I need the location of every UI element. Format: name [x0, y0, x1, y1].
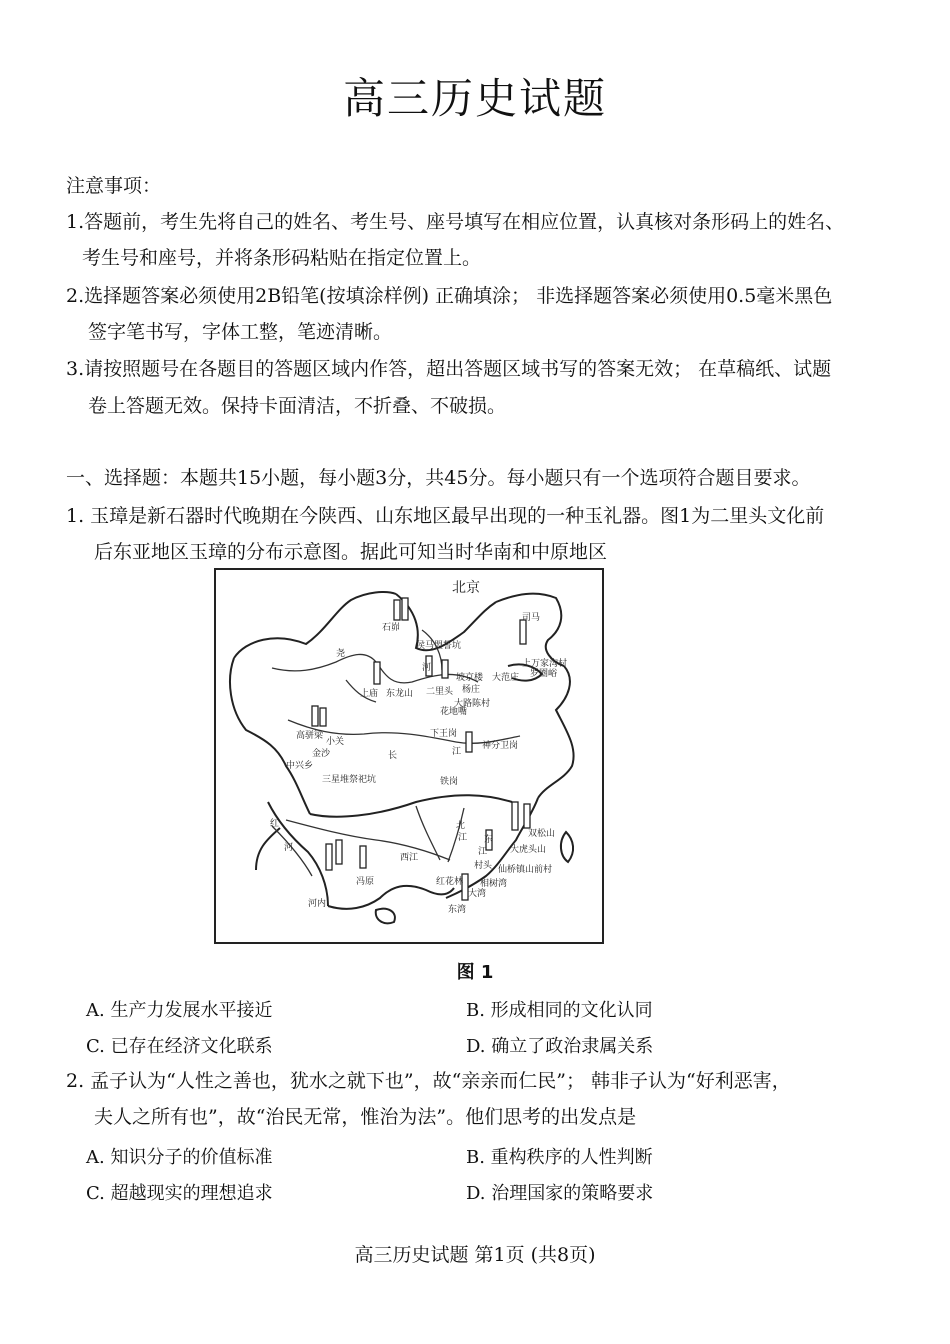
notice-item-2-line-2: 签字笔书写，字体工整，笔迹清晰。 [88, 321, 393, 343]
map-label-huadizui: 花地嘴 [440, 707, 468, 717]
q2-option-c[interactable]: C. 超越现实的理想追求 [86, 1183, 273, 1204]
map-label-xiawanggang: 下王岗 [430, 729, 458, 739]
map-label-xiangshuwan: 相树湾 [480, 879, 508, 889]
map-drawing [216, 570, 602, 942]
notice-item-2-line-1: 2.选择题答案必须使用2B铅笔(按填涂样例) 正确填涂； 非选择题答案必须使用0.5毫米黑色 [66, 285, 833, 307]
q1-option-d[interactable]: D. 确立了政治隶属关系 [466, 1036, 654, 1057]
map-label-luoguyu: 罗圈峪 [530, 669, 558, 679]
map-label-xianqiao: 仙桥镇山前村 [498, 865, 553, 875]
jade-zhang-distribution-map [214, 568, 604, 944]
map-label-dafanzhuang: 大范庄 [492, 673, 520, 683]
page-footer: 高三历史试题 第1页 (共8页) [354, 1244, 596, 1266]
map-label-shangshan: 上庙 [360, 689, 379, 699]
notice-item-1-line-1: 1.答题前，考生先将自己的姓名、考生号、座号填写在相应位置，认真核对条形码上的姓名、 [66, 211, 845, 233]
map-label-shuangsong: 双松山 [528, 829, 556, 839]
map-label-donglongshan: 东龙山 [386, 689, 414, 699]
map-label-pojingjing: 坡京楼 [456, 673, 484, 683]
map-label-jiang: 江 [452, 747, 462, 757]
figure-caption: 图 1 [456, 962, 494, 983]
question-2-line-1: 2. 孟子认为“人性之善也，犹水之就下也”，故“亲亲而仁民”； 韩非子认为“好利恶害， [66, 1070, 791, 1092]
q1-option-b[interactable]: B. 形成相同的文化认同 [466, 1000, 653, 1021]
map-label-fengxi: 冯原 [356, 877, 375, 887]
map-label-sima: 司马 [522, 613, 541, 623]
map-label-xiaoguan: 小关 [326, 737, 345, 747]
map-label-zhongxing: 中兴乡 [286, 761, 314, 771]
question-1-line-2: 后东亚地区玉璋的分布示意图。据此可知当时华南和中原地区 [94, 541, 608, 563]
notice-item-3-line-1: 3.请按照题号在各题目的答题区域内作答，超出答题区域书写的答案无效； 在草稿纸、试题 [66, 358, 832, 380]
map-label-dalujia: 大路陈村 [454, 699, 491, 709]
map-label-sanxingdui: 三星堆祭祀坑 [322, 775, 377, 785]
map-label-jiang3: 江 [478, 847, 488, 857]
notice-item-1-line-2: 考生号和座号，并将条形码粘贴在指定位置上。 [82, 247, 482, 269]
map-label-shenfenggang: 神分卫岗 [482, 741, 519, 751]
map-label-gaopianliang: 高骈梁 [296, 731, 324, 741]
map-label-erlitou: 二里头 [426, 687, 454, 697]
notice-item-3-line-2: 卷上答题无效。保持卡面清洁，不折叠、不破损。 [88, 395, 507, 417]
q1-option-c[interactable]: C. 已存在经济文化联系 [86, 1036, 273, 1057]
q2-option-a[interactable]: A. 知识分子的价值标准 [86, 1147, 273, 1168]
section-heading: 一、选择题：本题共15小题，每小题3分，共45分。每小题只有一个选项符合题目要求。 [66, 467, 811, 489]
map-label-jingang: 铁岗 [440, 777, 459, 787]
notice-heading: 注意事项： [66, 175, 162, 197]
question-1-line-1: 1. 玉璋是新石器时代晚期在今陕西、山东地区最早出现的一种玉礼器。图1为二里头文化前 [66, 505, 825, 527]
map-label-chang: 长 [388, 751, 398, 761]
map-label-he2: 河 [284, 843, 294, 853]
map-label-honghuolin: 红花林 [436, 877, 464, 887]
map-label-bei: 北 [456, 821, 466, 831]
map-label-dawan: 大湾 [468, 889, 487, 899]
map-label-dongwan: 东湾 [448, 905, 467, 915]
q2-option-d[interactable]: D. 治理国家的策略要求 [466, 1183, 654, 1204]
map-label-he: 河 [422, 663, 432, 673]
map-label-hong: 红 [270, 819, 280, 829]
map-label-yangzhuang: 杨庄 [462, 685, 481, 695]
map-label-cuntou: 村头 [474, 861, 493, 871]
map-label-dong: 东 [484, 835, 494, 845]
map-label-hanoi: 河内 [308, 899, 327, 909]
q2-option-b[interactable]: B. 重构秩序的人性判断 [466, 1147, 653, 1168]
map-label-yao: 尧 [336, 649, 346, 659]
map-label-shangwan: 上万家沟村 [522, 659, 568, 669]
map-label-jiang2: 江 [458, 833, 468, 843]
map-label-dahushan: 大虎头山 [510, 845, 547, 855]
map-label-shimao: 石峁 [382, 623, 401, 633]
map-label-jinsha: 金沙 [312, 749, 331, 759]
q1-option-a[interactable]: A. 生产力发展水平接近 [86, 1000, 273, 1021]
map-label-houma: 侯马盟誓坑 [416, 641, 462, 651]
map-label-xijiang: 西江 [400, 853, 419, 863]
map-label-beijing: 北京 [452, 580, 480, 596]
page-title: 高三历史试题 [342, 74, 607, 123]
question-2-line-2: 夫人之所有也”，故“治民无常，惟治为法”。他们思考的出发点是 [94, 1106, 637, 1128]
